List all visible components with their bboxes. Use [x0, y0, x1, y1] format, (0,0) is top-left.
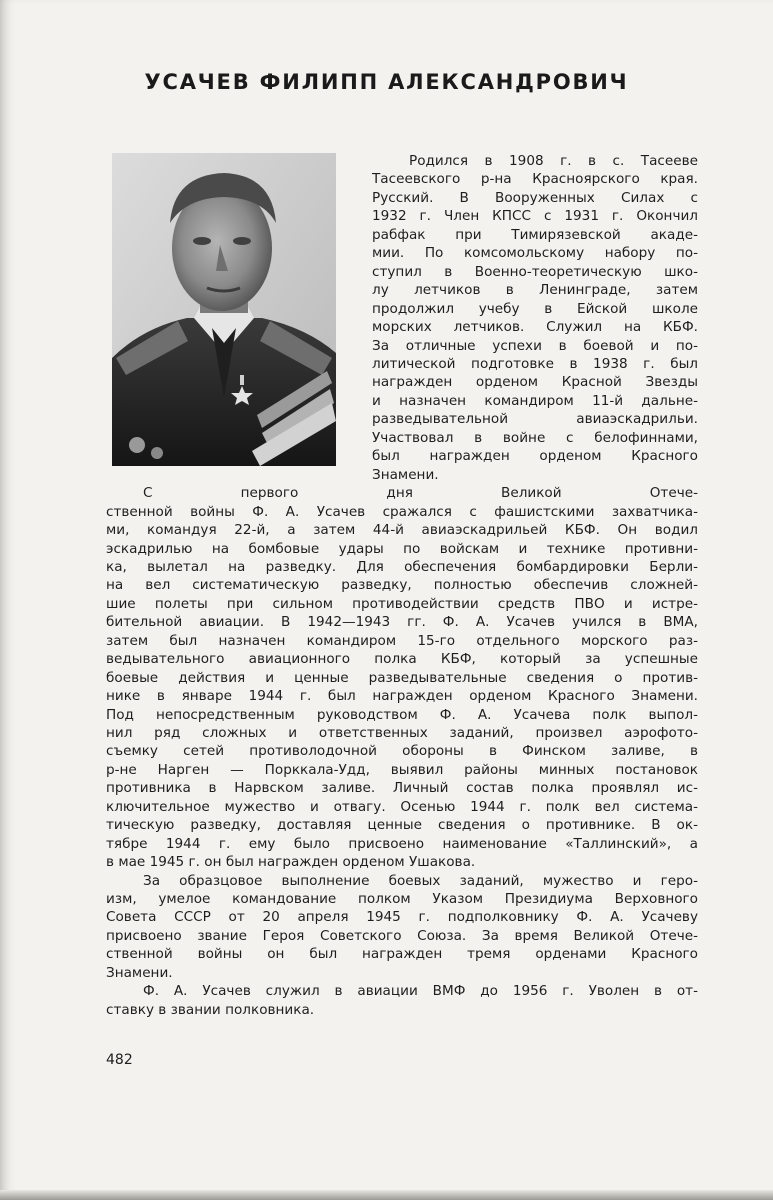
text-line: Совета СССР от 20 апреля 1945 г. подполковнику Ф. А. Усачеву: [106, 909, 698, 926]
text-line: противника в Нарвском заливе. Личный состав полка проявлял ис-: [106, 780, 698, 797]
page-title: УСАЧЕВ ФИЛИПП АЛЕКСАНДРОВИЧ: [144, 70, 629, 94]
text-line: ственной войны он был награжден тремя орденами Красного: [106, 946, 698, 963]
text-line: Ф. А. Усачев служил в авиации ВМФ до 1956 г. Уволен в от-: [143, 983, 698, 1000]
text-line: был награжден орденом Красного: [372, 448, 698, 465]
text-line: боевые действия и ценные разведывательные сведения о против-: [106, 669, 698, 686]
text-line: ставку в звании полковника.: [106, 1001, 315, 1018]
text-line: С первого дня Великой Отече-: [143, 485, 698, 502]
text-line: тябре 1944 г. ему было присвоено наименование «Таллинский», а: [106, 835, 698, 852]
text-line: в мае 1945 г. он был награжден орденом Ушакова.: [106, 854, 476, 871]
text-line: лу летчиков в Ленинграде, затем: [372, 282, 698, 299]
text-line: съемку сетей противолодочной обороны в Финском заливе, в: [106, 743, 698, 760]
text-line: Под непосредственным руководством Ф. А. Усачева полк выпол-: [106, 706, 698, 723]
text-line: разведывательной авиаэскадрильи.: [372, 411, 698, 428]
text-line: За образцовое выполнение боевых заданий, мужество и геро-: [143, 872, 698, 889]
text-line: ступил в Военно-теоретическую шко-: [372, 263, 698, 280]
text-line: затем был назначен командиром 15-го отдельного морского раз-: [106, 632, 698, 649]
text-line: изм, умелое командование полком Указом Президиума Верховного: [106, 891, 698, 907]
page-number: 482: [106, 1052, 133, 1068]
portrait-photo: [112, 153, 336, 466]
text-line: бительной авиации. В 1942—1943 гг. Ф. А. Усачев учился в ВМА,: [106, 614, 698, 631]
text-line: 1932 г. Член КПСС с 1931 г. Окончил: [372, 208, 698, 225]
text-line: ми, командуя 22-й, а затем 44-й авиаэскадрильей КБФ. Он водил: [106, 522, 698, 538]
text-line: и назначен командиром 11-й дальне-: [372, 392, 698, 409]
text-line: Русский. В Вооруженных Силах с: [372, 189, 698, 206]
text-line: Тасеевского р-на Красноярского края.: [372, 171, 698, 188]
text-line: нил ряд сложных и ответственных заданий, произвел аэрофото-: [106, 724, 698, 741]
text-line: Знамени.: [106, 964, 173, 981]
text-line: морских летчиков. Служил на КБФ.: [372, 319, 698, 335]
text-line: присвоено звание Героя Советского Союза. За время Великой Отече-: [106, 927, 698, 944]
text-line: ведывательного авиационного полка КБФ, который за успешные: [106, 651, 698, 668]
text-line: ключительное мужество и отвагу. Осенью 1944 г. полк вел система-: [106, 798, 698, 815]
text-line: на вел систематическую разведку, полностью обеспечив сложней-: [106, 577, 698, 594]
text-line: ственной войны Ф. А. Усачев сражался с фашистскими захватчика-: [106, 503, 698, 520]
text-line: тическую разведку, доставляя ценные сведения о противнике. В ок-: [106, 817, 698, 834]
text-line: шие полеты при сильном противодействии средств ПВО и истре-: [106, 595, 698, 612]
text-line: рабфак при Тимирязевской акаде-: [372, 226, 698, 243]
page-bottom-edge: [0, 1190, 773, 1200]
text-line: Участвовал в войне с белофиннами,: [372, 429, 698, 446]
text-line: продолжил учебу в Ейской школе: [372, 300, 698, 317]
text-line: Родился в 1908 г. в с. Тасееве: [409, 153, 698, 169]
text-line: мии. По комсомольскому набору по-: [372, 245, 698, 262]
text-line: нике в январе 1944 г. был награжден орденом Красного Знамени.: [106, 688, 698, 704]
text-line: р-не Нарген — Порккала-Удд, выявил районы минных постановок: [106, 761, 698, 778]
text-line: награжден орденом Красной Звезды: [372, 374, 698, 391]
text-line: ка, вылетал на разведку. Для обеспечения бомбардировки Берли-: [106, 558, 698, 575]
text-line: эскадрилью на бомбовые удары по войскам и технике противни-: [106, 540, 698, 557]
text-line: За отличные успехи в боевой и по-: [372, 337, 698, 354]
text-line: литической подготовке в 1938 г. был: [372, 355, 698, 372]
text-line: Знамени.: [372, 466, 439, 483]
